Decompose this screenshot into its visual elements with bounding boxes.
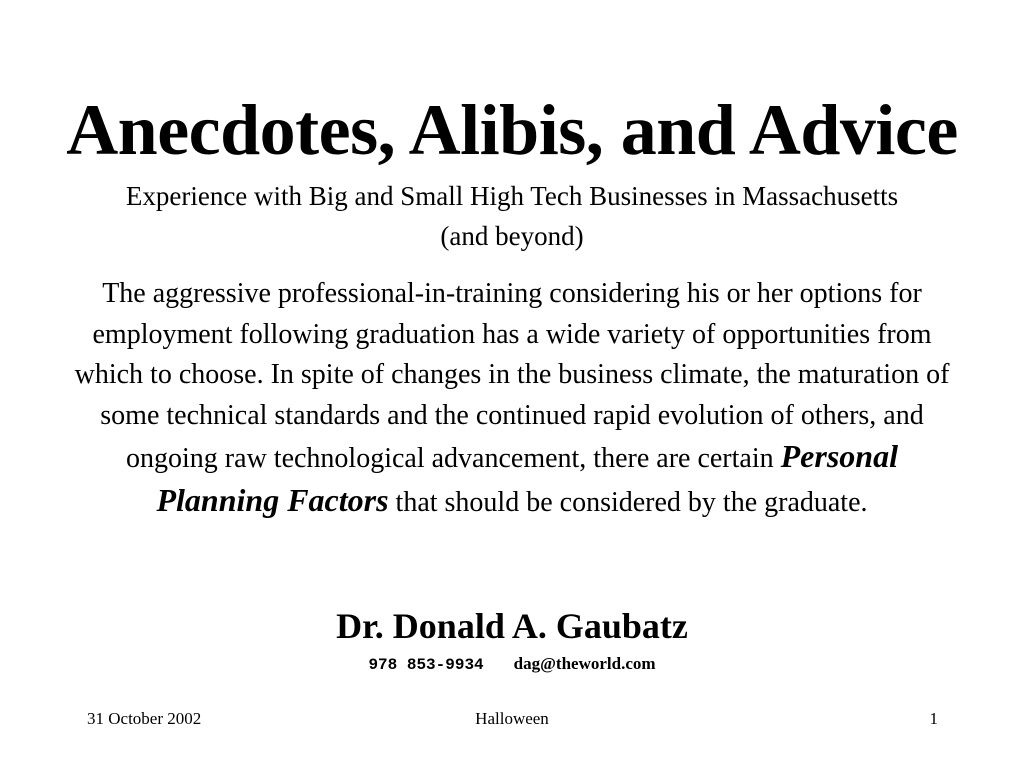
body-emphasis: Personal Planning Factors [156,438,898,518]
contact-line [0,653,1024,676]
body-text-before: The aggressive professional-in-training considering his or her options for employment following graduation has a wide variety of opportunities from which to choose. In spite of changes in the business climate, the maturation of some technical standards and the continued rapid evolution of others, and ongoing raw technological advancement, there are certain [74,278,950,474]
slide-title: Anecdotes, Alibis, and Advice [66,90,958,170]
body-text-after: that should be considered by the graduate. [388,486,868,518]
body-paragraph [62,274,962,523]
author-name: Dr. Donald A. Gaubatz [336,606,688,646]
footer-page-number: 1 [929,709,938,728]
subtitle-line-2: (and beyond) [440,221,584,251]
footer-center: Halloween [475,709,549,728]
slide-subtitle [10,176,1014,256]
phone-number: 978 853-9934 [368,656,484,674]
email-address: dag@theworld.com [513,654,656,673]
footer-date: 31 October 2002 [87,709,202,728]
subtitle-line-1: Experience with Big and Small High Tech Businesses in Massachusetts [125,181,899,211]
